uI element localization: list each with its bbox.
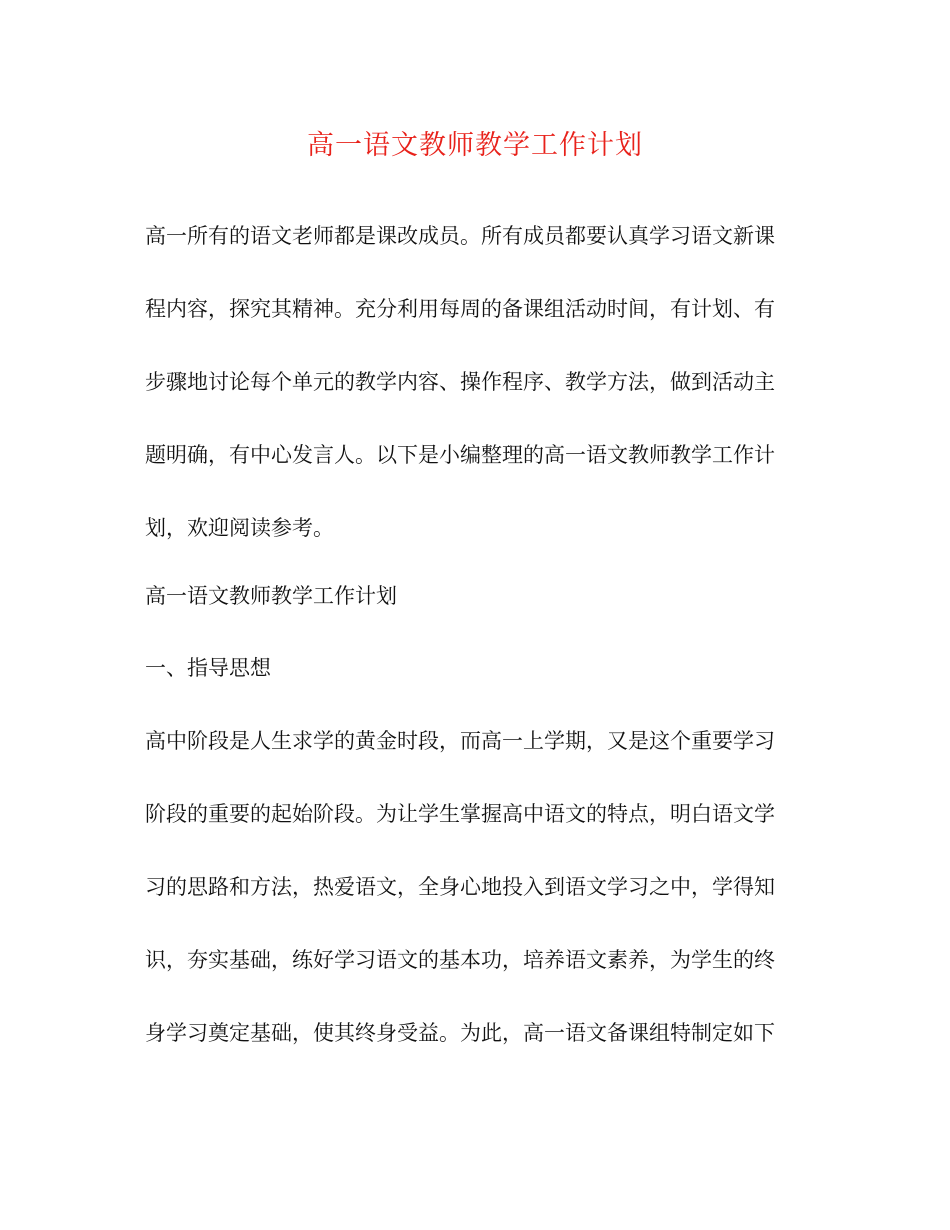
section-paragraph <box>145 705 807 1070</box>
document-title: 高一语文教师教学工作计划 <box>307 130 643 161</box>
text-line: 阶段的重要的起始阶段。为让学生掌握高中语文的特点，明白语文学 <box>145 802 775 826</box>
subtitle-text: 高一语文教师教学工作计划 <box>145 584 397 608</box>
text-line: 习的思路和方法，热爱语文，全身心地投入到语文学习之中，学得知 <box>145 875 775 899</box>
subtitle <box>145 560 807 633</box>
text-line: 划，欢迎阅读参考。 <box>145 516 334 540</box>
text-line: 高中阶段是人生求学的黄金时段，而高一上学期，又是这个重要学习 <box>145 729 775 753</box>
text-line: 题明确，有中心发言人。以下是小编整理的高一语文教师教学工作计 <box>145 443 775 467</box>
text-line: 识，夯实基础，练好学习语文的基本功，培养语文素养，为学生的终 <box>145 948 775 972</box>
intro-paragraph <box>145 200 807 565</box>
section-heading-text: 一、指导思想 <box>145 656 271 680</box>
text-line: 步骤地讨论每个单元的教学内容、操作程序、教学方法，做到活动主 <box>145 370 775 394</box>
text-line: 程内容，探究其精神。充分利用每周的备课组活动时间，有计划、有 <box>145 297 775 321</box>
text-line: 身学习奠定基础，使其终身受益。为此，高一语文备课组特制定如下 <box>145 1021 775 1045</box>
text-line: 高一所有的语文老师都是课改成员。所有成员都要认真学习语文新课 <box>145 224 775 248</box>
section-heading <box>145 632 807 705</box>
